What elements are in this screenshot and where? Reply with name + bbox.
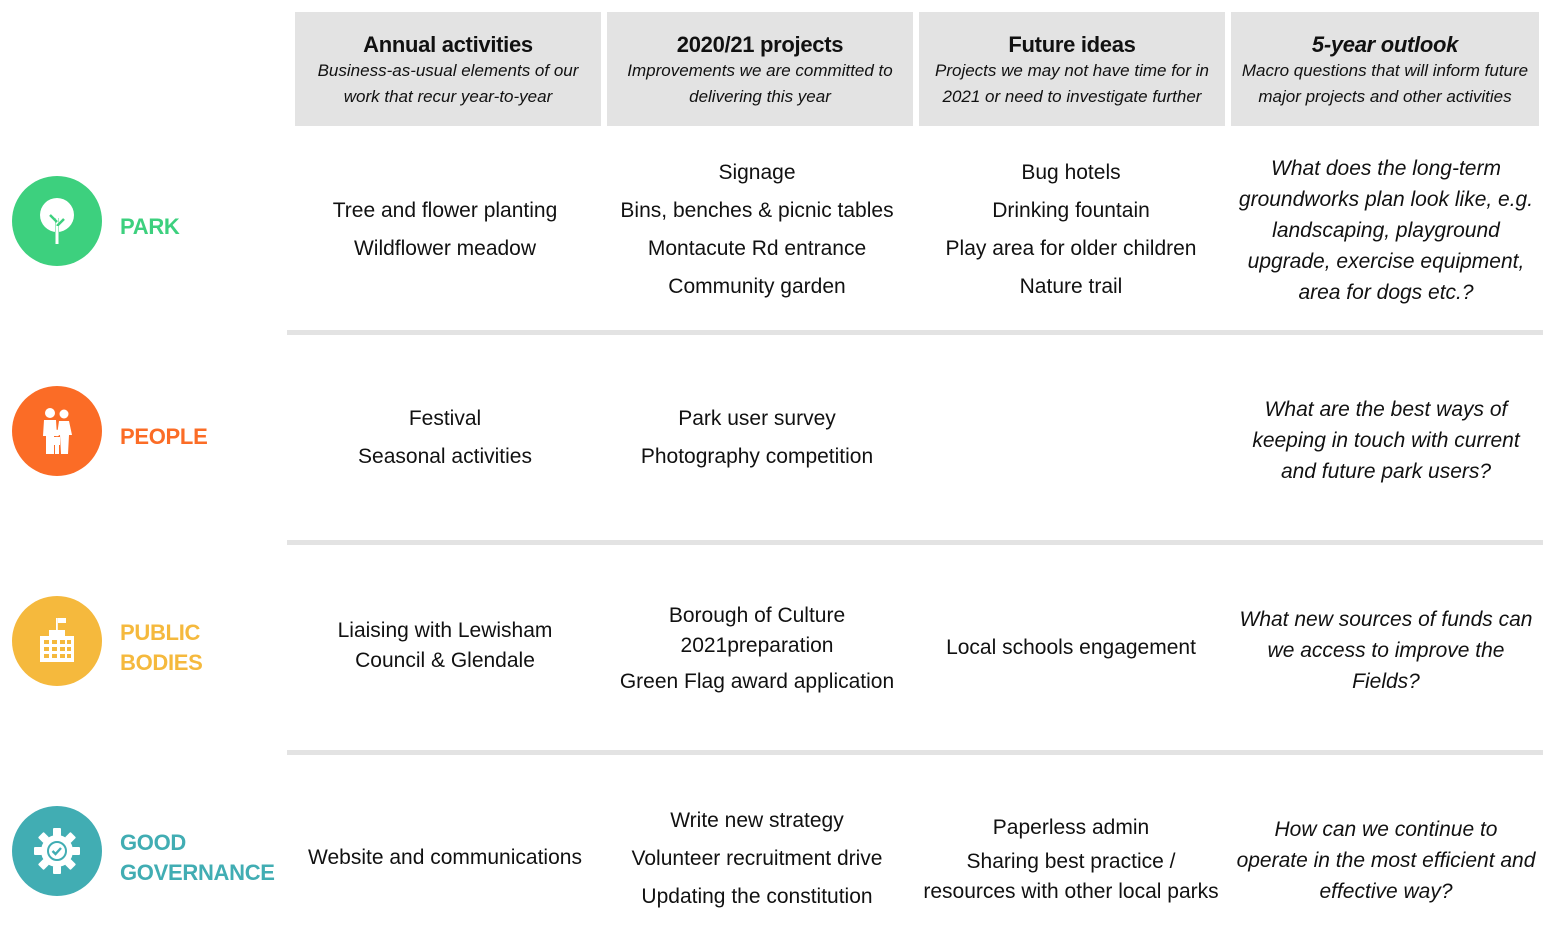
list-item: Local schools engagement	[946, 636, 1196, 659]
row-divider	[287, 330, 1543, 335]
list-item: Bins, benches & picnic tables	[620, 199, 894, 222]
row-title-line: GOOD	[120, 830, 187, 855]
header-title: 5-year outlook	[1311, 32, 1459, 57]
row-label-park	[12, 176, 102, 266]
row-title-public-bodies	[120, 618, 203, 678]
cell-governance-outlook	[1236, 812, 1536, 908]
list-item: Write new strategy	[670, 809, 844, 832]
row-title-park	[120, 212, 180, 242]
row-label-public-bodies	[12, 596, 102, 686]
building-icon	[12, 596, 102, 686]
outlook-question: What are the best ways of keeping in touch with current and future park users?	[1252, 397, 1520, 483]
gear-check-icon	[12, 806, 102, 896]
cell-park-annual	[292, 150, 598, 310]
outlook-question: What does the long-term groundworks plan look like, e.g. landscaping, playground upgrade, exercise equipment, area for dogs etc.?	[1238, 156, 1534, 304]
cell-park-projects	[604, 150, 910, 310]
row-title-people	[120, 422, 207, 452]
list-item: Seasonal activities	[358, 445, 532, 468]
list-item: Bug hotels	[1021, 161, 1121, 184]
cell-public-bodies-outlook	[1236, 602, 1536, 698]
family-icon	[12, 386, 102, 476]
header-title: Future ideas	[1008, 32, 1136, 57]
header-five-year-outlook	[1231, 12, 1539, 126]
list-item: Wildflower meadow	[353, 237, 537, 260]
list-item: Community garden	[668, 275, 846, 298]
list-item: Website and communications	[308, 846, 582, 869]
tree-icon	[12, 176, 102, 266]
list-item: Signage	[718, 161, 796, 184]
list-item: Volunteer recruitment drive	[631, 847, 883, 870]
list-item: Borough of Culture 2021preparation	[668, 604, 846, 657]
cell-governance-projects	[604, 800, 910, 918]
cell-park-future	[918, 150, 1224, 310]
row-title-line: BODIES	[120, 650, 203, 675]
outlook-question: How can we continue to operate in the most efficient and effective way?	[1236, 817, 1536, 903]
header-title: 2020/21 projects	[676, 32, 844, 57]
list-item: Green Flag award application	[619, 670, 895, 693]
cell-governance-annual	[292, 838, 598, 878]
header-future-ideas	[919, 12, 1225, 126]
outlook-question: What new sources of funds can we access to improve the Fields?	[1239, 607, 1533, 693]
list-item: Nature trail	[1019, 275, 1123, 298]
row-title-good-governance	[120, 828, 275, 888]
list-item: Park user survey	[678, 407, 836, 430]
list-item: Photography competition	[640, 445, 874, 468]
list-item: Paperless admin	[992, 816, 1150, 839]
header-subtitle: Macro questions that will inform future major projects and other activities	[1241, 61, 1529, 106]
row-divider	[287, 540, 1543, 545]
list-item: Updating the constitution	[641, 885, 873, 908]
cell-people-projects	[604, 382, 910, 494]
list-item: Liaising with Lewisham Council & Glendale	[337, 619, 553, 672]
header-subtitle: Projects we may not have time for in 2021 or need to investigate further	[934, 61, 1209, 106]
list-item: Play area for older children	[945, 237, 1197, 260]
list-item: Tree and flower planting	[332, 199, 558, 222]
header-projects	[607, 12, 913, 126]
list-item: Drinking fountain	[992, 199, 1150, 222]
list-item: Montacute Rd entrance	[647, 237, 867, 260]
row-label-good-governance	[12, 806, 102, 896]
row-label-people	[12, 386, 102, 476]
row-title-line: GOVERNANCE	[120, 860, 275, 885]
cell-public-bodies-annual	[292, 596, 598, 696]
row-divider	[287, 750, 1543, 755]
header-annual-activities	[295, 12, 601, 126]
row-title-line: PUBLIC	[120, 620, 201, 645]
cell-public-bodies-projects	[604, 596, 910, 706]
cell-governance-future	[918, 806, 1224, 910]
row-title-line: PEOPLE	[120, 424, 208, 449]
list-item: Festival	[408, 407, 482, 430]
header-title: Annual activities	[363, 32, 533, 57]
row-title-line: PARK	[120, 214, 180, 239]
header-subtitle: Business-as-usual elements of our work that recur year-to-year	[317, 61, 579, 106]
cell-people-outlook	[1236, 392, 1536, 488]
cell-people-annual	[292, 382, 598, 494]
cell-public-bodies-future	[918, 628, 1224, 668]
list-item: Sharing best practice / resources with other local parks	[923, 850, 1219, 903]
header-subtitle: Improvements we are committed to delivering this year	[627, 61, 893, 106]
cell-park-outlook	[1236, 150, 1536, 310]
